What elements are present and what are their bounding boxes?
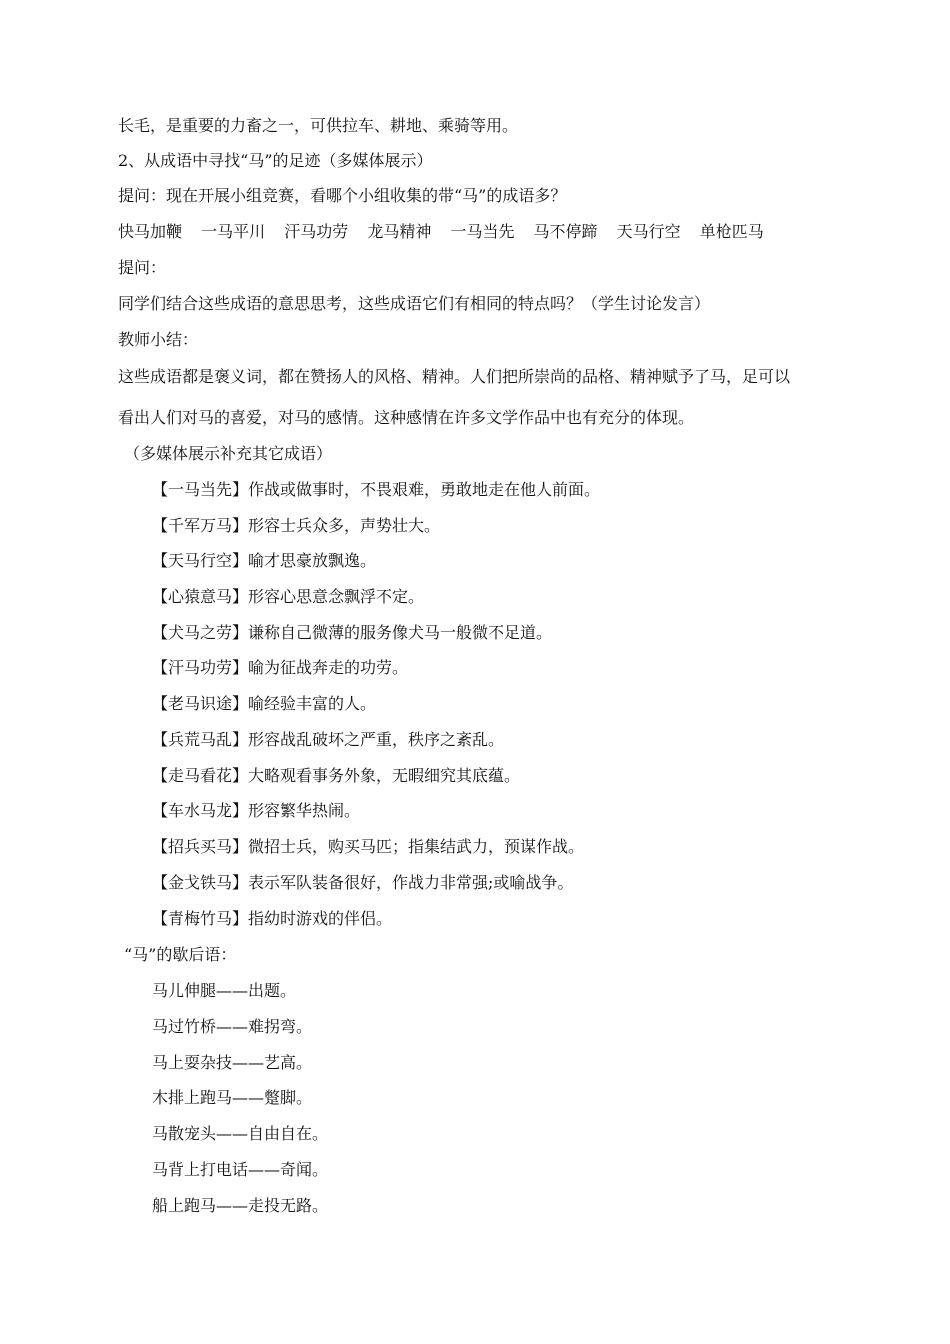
chengyu-item: 汗马功劳: [284, 222, 349, 241]
definition-item: 【天马行空】喻才思豪放飘逸。: [152, 551, 377, 570]
definition-item: 【招兵买马】微招士兵，购买马匹；指集结武力，预谋作战。: [152, 837, 585, 856]
chengyu-list: [118, 222, 764, 242]
question-line: 提问：: [118, 258, 167, 277]
chengyu-item: 一马平川: [201, 222, 266, 241]
chengyu-item: 一马当先: [450, 222, 515, 241]
definition-item: 【金戈铁马】表示军队装备很好，作战力非常强;或喻战争。: [152, 873, 574, 892]
supplement-note: （多媒体展示补充其它成语）: [124, 444, 333, 463]
chengyu-item: 马不停蹄: [533, 222, 598, 241]
question-line: 提问：现在开展小组竞赛，看哪个小组收集的带“马”的成语多？: [118, 186, 567, 205]
summary-line: 看出人们对马的喜爱，对马的感情。这种感情在许多文学作品中也有充分的体现。: [118, 408, 695, 427]
summary-line: 这些成语都是褒义词，都在赞扬人的风格、精神。人们把所崇尚的品格、精神赋予了马，足可以: [118, 367, 791, 386]
definition-item: 【兵荒马乱】形容战乱破坏之严重，秩序之紊乱。: [152, 730, 505, 749]
definition-item: 【一马当先】作战或做事时，不畏艰难，勇敢地走在他人前面。: [152, 480, 601, 499]
xiehouyu-item: 马上耍杂技——艺高。: [152, 1053, 313, 1072]
xiehouyu-item: 马背上打电话——奇闻。: [152, 1160, 329, 1179]
definition-item: 【走马看花】大略观看事务外象，无暇细究其底蕴。: [152, 766, 521, 785]
xiehouyu-item: 马过竹桥——难拐弯。: [152, 1017, 313, 1036]
xiehouyu-item: 船上跑马——走投无路。: [152, 1196, 329, 1215]
xiehouyu-heading: “马”的歇后语：: [124, 945, 237, 964]
paragraph-line: 长毛，是重要的力畜之一，可供拉车、耕地、乘骑等用。: [118, 116, 519, 135]
definition-item: 【青梅竹马】指幼时游戏的伴侣。: [152, 909, 393, 928]
definition-item: 【心猿意马】形容心思意念飘浮不定。: [152, 587, 425, 606]
definition-item: 【汗马功劳】喻为征战奔走的功劳。: [152, 658, 409, 677]
xiehouyu-item: 马散宠头——自由自在。: [152, 1124, 329, 1143]
chengyu-item: 单枪匹马: [699, 222, 764, 241]
xiehouyu-item: 马儿伸腿——出题。: [152, 981, 297, 1000]
section-heading: 2、从成语中寻找“马”的足迹（多媒体展示）: [118, 151, 433, 170]
chengyu-item: 天马行空: [616, 222, 681, 241]
summary-label: 教师小结：: [118, 330, 199, 349]
chengyu-item: 龙马精神: [367, 222, 432, 241]
xiehouyu-item: 木排上跑马——蹩脚。: [152, 1088, 313, 1107]
discussion-line: 同学们结合这些成语的意思思考，这些成语它们有相同的特点吗？（学生讨论发言）: [118, 294, 711, 313]
definition-item: 【车水马龙】形容繁华热闹。: [152, 801, 361, 820]
definition-item: 【犬马之劳】谦称自己微薄的服务像犬马一般微不足道。: [152, 623, 553, 642]
chengyu-item: 快马加鞭: [118, 222, 183, 241]
definition-item: 【千军万马】形容士兵众多，声势壮大。: [152, 516, 441, 535]
definition-item: 【老马识途】喻经验丰富的人。: [152, 694, 377, 713]
